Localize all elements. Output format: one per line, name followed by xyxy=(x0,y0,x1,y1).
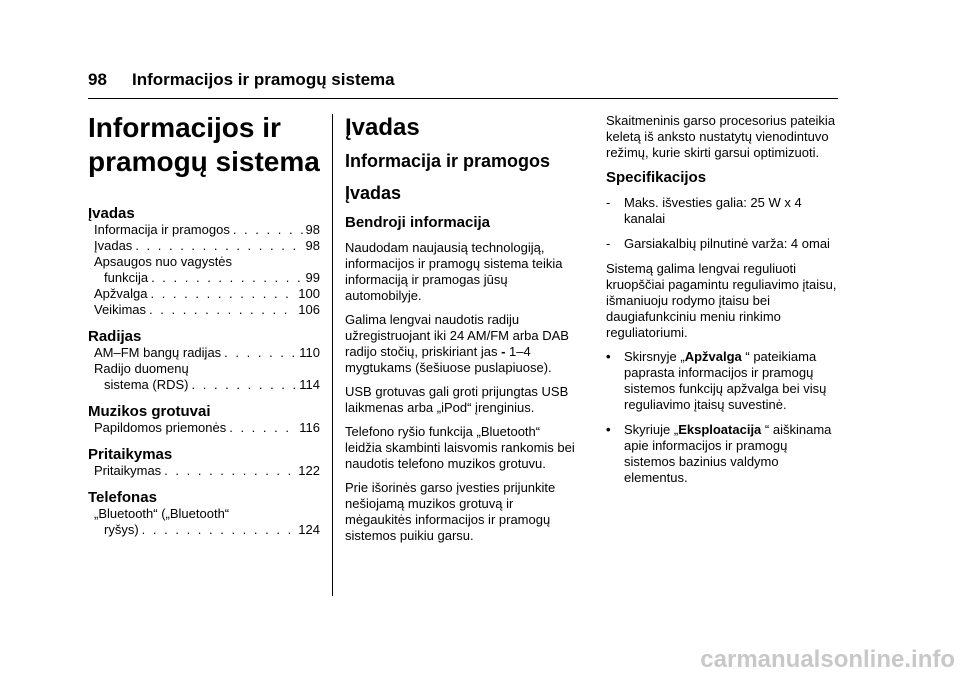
toc-section-title: Muzikos grotuvai xyxy=(88,403,211,420)
bullet-item xyxy=(606,349,841,413)
body-paragraph: Prie išorinės garso įvesties prijunkite nešiojamą muzikos grotuvą ir mėgaukitės informacijos ir pramogų sistemos puikiu garsu. xyxy=(345,480,556,543)
toc-entry-label: Veikimas xyxy=(94,302,147,317)
list-item-text: Garsiakalbių pilnutinė varža: 4 omai xyxy=(624,236,830,251)
subsection-heading: Informacija ir pramogos xyxy=(345,151,551,171)
chapter-toc xyxy=(88,111,320,538)
bullet-dot: • xyxy=(606,422,611,437)
bullet-bold-term: Apžvalga xyxy=(684,349,742,364)
bullet-item xyxy=(606,422,841,486)
toc-entry-label: Apžvalga xyxy=(94,286,148,301)
preset-symbol: - xyxy=(501,344,506,359)
bullet-text: “ aiškinama apie informacijos ir pramogų sistemos bazinius valdymo elementus. xyxy=(624,422,832,485)
toc-section-title: Pritaikymas xyxy=(88,446,173,463)
toc-entry-label: ryšys) xyxy=(104,522,139,537)
toc-entry-label: Informacija ir pramogos xyxy=(94,222,230,237)
toc-leader xyxy=(224,345,296,361)
body-paragraph: Sistemą galima lengvai reguliuoti kruopščiai pagamintu reguliavimo įtaisu, išmaniuoju rodymo įtaisu bei daugiafunkciniu meniu rinkimo reguliatoriumi. xyxy=(606,261,837,340)
body-text: Galima lengvai naudotis radiju užregistruojant iki 24 AM/FM arba DAB radijo stočių, priskiriant jas xyxy=(345,312,569,359)
bullet-item-text xyxy=(624,422,841,486)
middle-column xyxy=(345,114,577,552)
bullet-dot: • xyxy=(606,349,611,364)
toc-entry[interactable] xyxy=(94,238,320,254)
toc-entry-label: AM–FM bangų radijas xyxy=(94,345,222,360)
watermark: carmanualsonline.info xyxy=(700,646,955,673)
toc-leader xyxy=(164,463,295,479)
bullet-bold-term: Eksploatacija xyxy=(678,422,762,437)
toc-entry-page: 106 xyxy=(298,302,320,317)
toc-entry-page: 98 xyxy=(305,238,320,253)
running-header xyxy=(88,70,838,90)
toc-entry-page: 98 xyxy=(305,222,320,237)
toc-leader xyxy=(135,238,302,254)
body-paragraph: Skaitmeninis garso procesorius pateikia keletą iš anksto nustatytų vienodintuvo režimų, kurie skirti garsui optimizuoti. xyxy=(606,113,836,160)
toc-leader xyxy=(142,522,296,538)
toc-entry[interactable] xyxy=(94,222,320,238)
list-dash: - xyxy=(606,236,611,251)
page-number: 98 xyxy=(88,70,107,89)
body-paragraph xyxy=(345,312,577,376)
toc-entry-label: funkcija xyxy=(104,270,149,285)
toc-entry-label-line1: „Bluetooth“ („Bluetooth“ xyxy=(94,506,230,521)
toc-entry-page: 116 xyxy=(299,420,320,435)
toc-leader xyxy=(150,286,295,302)
toc-entry[interactable] xyxy=(104,377,320,393)
running-header-title: Informacijos ir pramogų sistema xyxy=(132,70,395,89)
header-rule xyxy=(88,98,838,99)
toc-section-title: Įvadas xyxy=(88,205,135,222)
toc-entry[interactable] xyxy=(94,345,320,361)
toc-entry-page: 110 xyxy=(299,345,320,360)
right-column xyxy=(606,113,841,495)
toc-leader xyxy=(149,302,295,318)
list-dash: - xyxy=(606,195,611,210)
chapter-title-line2: pramogų sistema xyxy=(88,146,320,177)
toc-entry-label: Įvadas xyxy=(94,238,133,253)
toc-entry[interactable] xyxy=(94,302,320,318)
bullet-text: Skyriuje „ xyxy=(624,422,679,437)
toc-entry-page: 114 xyxy=(299,377,320,392)
toc-entry-label-line1: Radijo duomenų xyxy=(94,361,189,376)
toc-entry-label: sistema (RDS) xyxy=(104,377,189,392)
toc-entry-page: 122 xyxy=(298,463,320,478)
topic-heading: Bendroji informacija xyxy=(345,214,491,231)
list-item xyxy=(606,195,841,227)
toc-leader xyxy=(192,377,297,393)
toc-entry[interactable] xyxy=(94,420,320,436)
toc-leader xyxy=(151,270,302,286)
subsection-heading: Įvadas xyxy=(345,183,402,203)
toc-leader xyxy=(233,222,303,238)
topic-heading: Specifikacijos xyxy=(606,169,707,186)
toc-entry-page: 124 xyxy=(298,522,320,537)
toc-entry[interactable] xyxy=(104,522,320,538)
bullet-text: Skirsnyje „ xyxy=(624,349,685,364)
body-paragraph: Naudodam naujausią technologiją, informacijos ir pramogų sistema teikia informaciją ir pramogas jūsų automobilyje. xyxy=(345,240,563,303)
toc-leader xyxy=(229,420,296,436)
chapter-title xyxy=(88,111,320,179)
body-text: 1–4 mygtukams (šešiuose puslapiuose). xyxy=(345,344,552,375)
section-heading: Įvadas xyxy=(345,114,420,141)
chapter-title-line1: Informacijos ir xyxy=(88,112,281,143)
toc-entry-label: Papildomos priemonės xyxy=(94,420,227,435)
body-paragraph: Telefono ryšio funkcija „Bluetooth“ leidžia skambinti laisvomis rankomis bei naudotis telefono muzikos grotuvu. xyxy=(345,424,575,471)
column-divider xyxy=(332,114,333,596)
toc-entry[interactable] xyxy=(94,463,320,479)
list-item-text: Maks. išvesties galia: 25 W x 4 kanalai xyxy=(624,195,802,226)
toc-entry-label-line1: Apsaugos nuo vagystės xyxy=(94,254,233,269)
toc-entry-page: 99 xyxy=(305,270,320,285)
toc-section-title: Telefonas xyxy=(88,489,157,506)
toc-entry[interactable] xyxy=(104,270,320,286)
toc-entry[interactable] xyxy=(94,286,320,302)
toc-entry-page: 100 xyxy=(298,286,320,301)
bullet-text: “ pateikiama paprasta informacijos ir pramogų sistemos funkcijų apžvalga bei visų reguliavimo įtaisų suvestinė. xyxy=(624,349,827,412)
body-paragraph: USB grotuvas gali groti prijungtas USB laikmenas arba „iPod“ įrenginius. xyxy=(345,384,569,415)
list-item xyxy=(606,236,841,252)
toc-entry-label: Pritaikymas xyxy=(94,463,162,478)
bullet-item-text xyxy=(624,349,841,413)
toc-section-title: Radijas xyxy=(88,328,142,345)
